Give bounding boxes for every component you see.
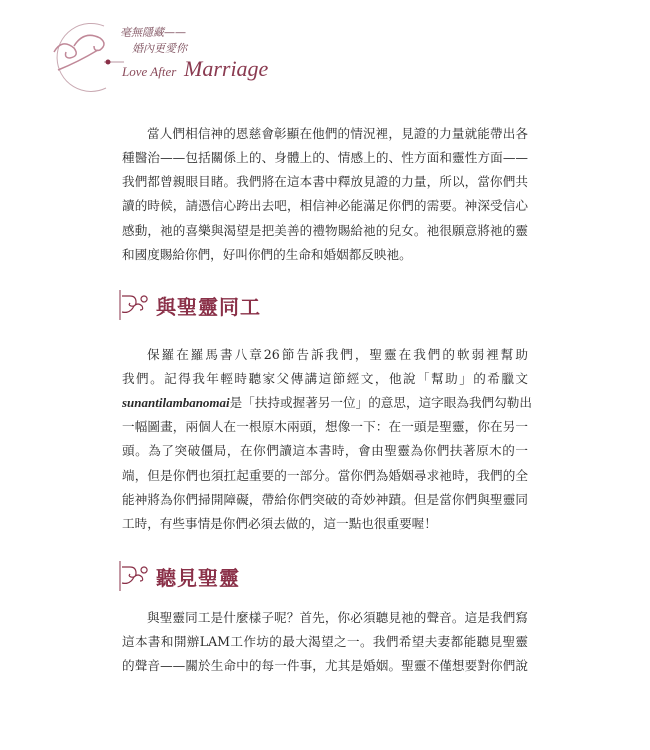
text-line: 種醫治——包括關係上的、身體上的、情感上的、性方面和靈性方面——	[122, 150, 528, 165]
logo-title-en-1: Love After	[122, 64, 177, 79]
heading-text: 與聖靈同工	[156, 294, 261, 319]
text-line: 保羅在羅馬書八章26節告訴我們，聖靈在我們的軟弱裡幫助	[147, 347, 528, 362]
text-line: 讀的時候，請憑信心跨出去吧，相信神必能滿足你們的需要。神深受信心	[122, 198, 528, 213]
text-line: 能神將為你們掃開障礙，帶給你們突破的奇妙神蹟。但是當你們與聖靈同	[122, 492, 528, 507]
greek-word: sunantilambanomai	[122, 395, 230, 410]
text-line: 我們。記得我年輕時聽家父傳講這節經文，他說「幫助」的希臘文	[122, 371, 528, 386]
text-line	[122, 395, 532, 411]
section-heading-2	[118, 561, 240, 591]
text-line: 當人們相信神的恩慈會彰顯在他們的情況裡，見證的力量就能帶出各	[147, 126, 528, 141]
scroll-ornament-icon	[118, 290, 154, 320]
logo-title-zh-2: 婚內更愛你	[132, 42, 187, 55]
book-logo	[44, 22, 284, 92]
section-heading-1	[118, 290, 261, 320]
text-line: 頭。為了突破僵局，在你們讀這本書時，會由聖靈為你們扶著原木的一	[122, 443, 528, 458]
logo-title-zh-1: 毫無隱藏——	[120, 26, 186, 39]
text-line: 一幅圖畫，兩個人在一根原木兩頭，想像一下：在一頭是聖靈，你在另一	[122, 419, 528, 434]
text-line: 感動，祂的喜樂與渴望是把美善的禮物賜給祂的兒女。祂很願意將祂的靈	[122, 223, 528, 238]
text-line: 與聖靈同工是什麼樣子呢？首先，你必須聽見祂的聲音。這是我們寫	[147, 610, 528, 625]
text-line: 的聲音——關於生命中的每一件事，尤其是婚姻。聖靈不僅想要對你們說	[122, 658, 528, 673]
heading-text: 聽見聖靈	[156, 565, 240, 590]
floral-ornament-icon	[44, 22, 124, 92]
text-line: 我們都曾親眼目睹。我們將在這本書中釋放見證的力量，所以，當你們共	[122, 174, 528, 189]
text-line: 工時，有些事情是你們必須去做的，這一點也很重要喔！	[122, 516, 437, 531]
scroll-ornament-icon	[118, 561, 154, 591]
text-line: 這本書和開辦LAM工作坊的最大渴望之一。我們希望夫妻都能聽見聖靈	[122, 634, 528, 649]
logo-title-en-2: Marriage	[184, 56, 269, 81]
text-line: 和國度賜給你們，好叫你們的生命和婚姻都反映祂。	[122, 247, 412, 262]
text-line: 端，但是你們也須扛起重要的一部分。當你們為婚姻尋求祂時，我們的全	[122, 468, 528, 483]
text-line-rest: 是「扶持或握著另一位」的意思，這字眼為我們勾勒出	[229, 395, 532, 410]
